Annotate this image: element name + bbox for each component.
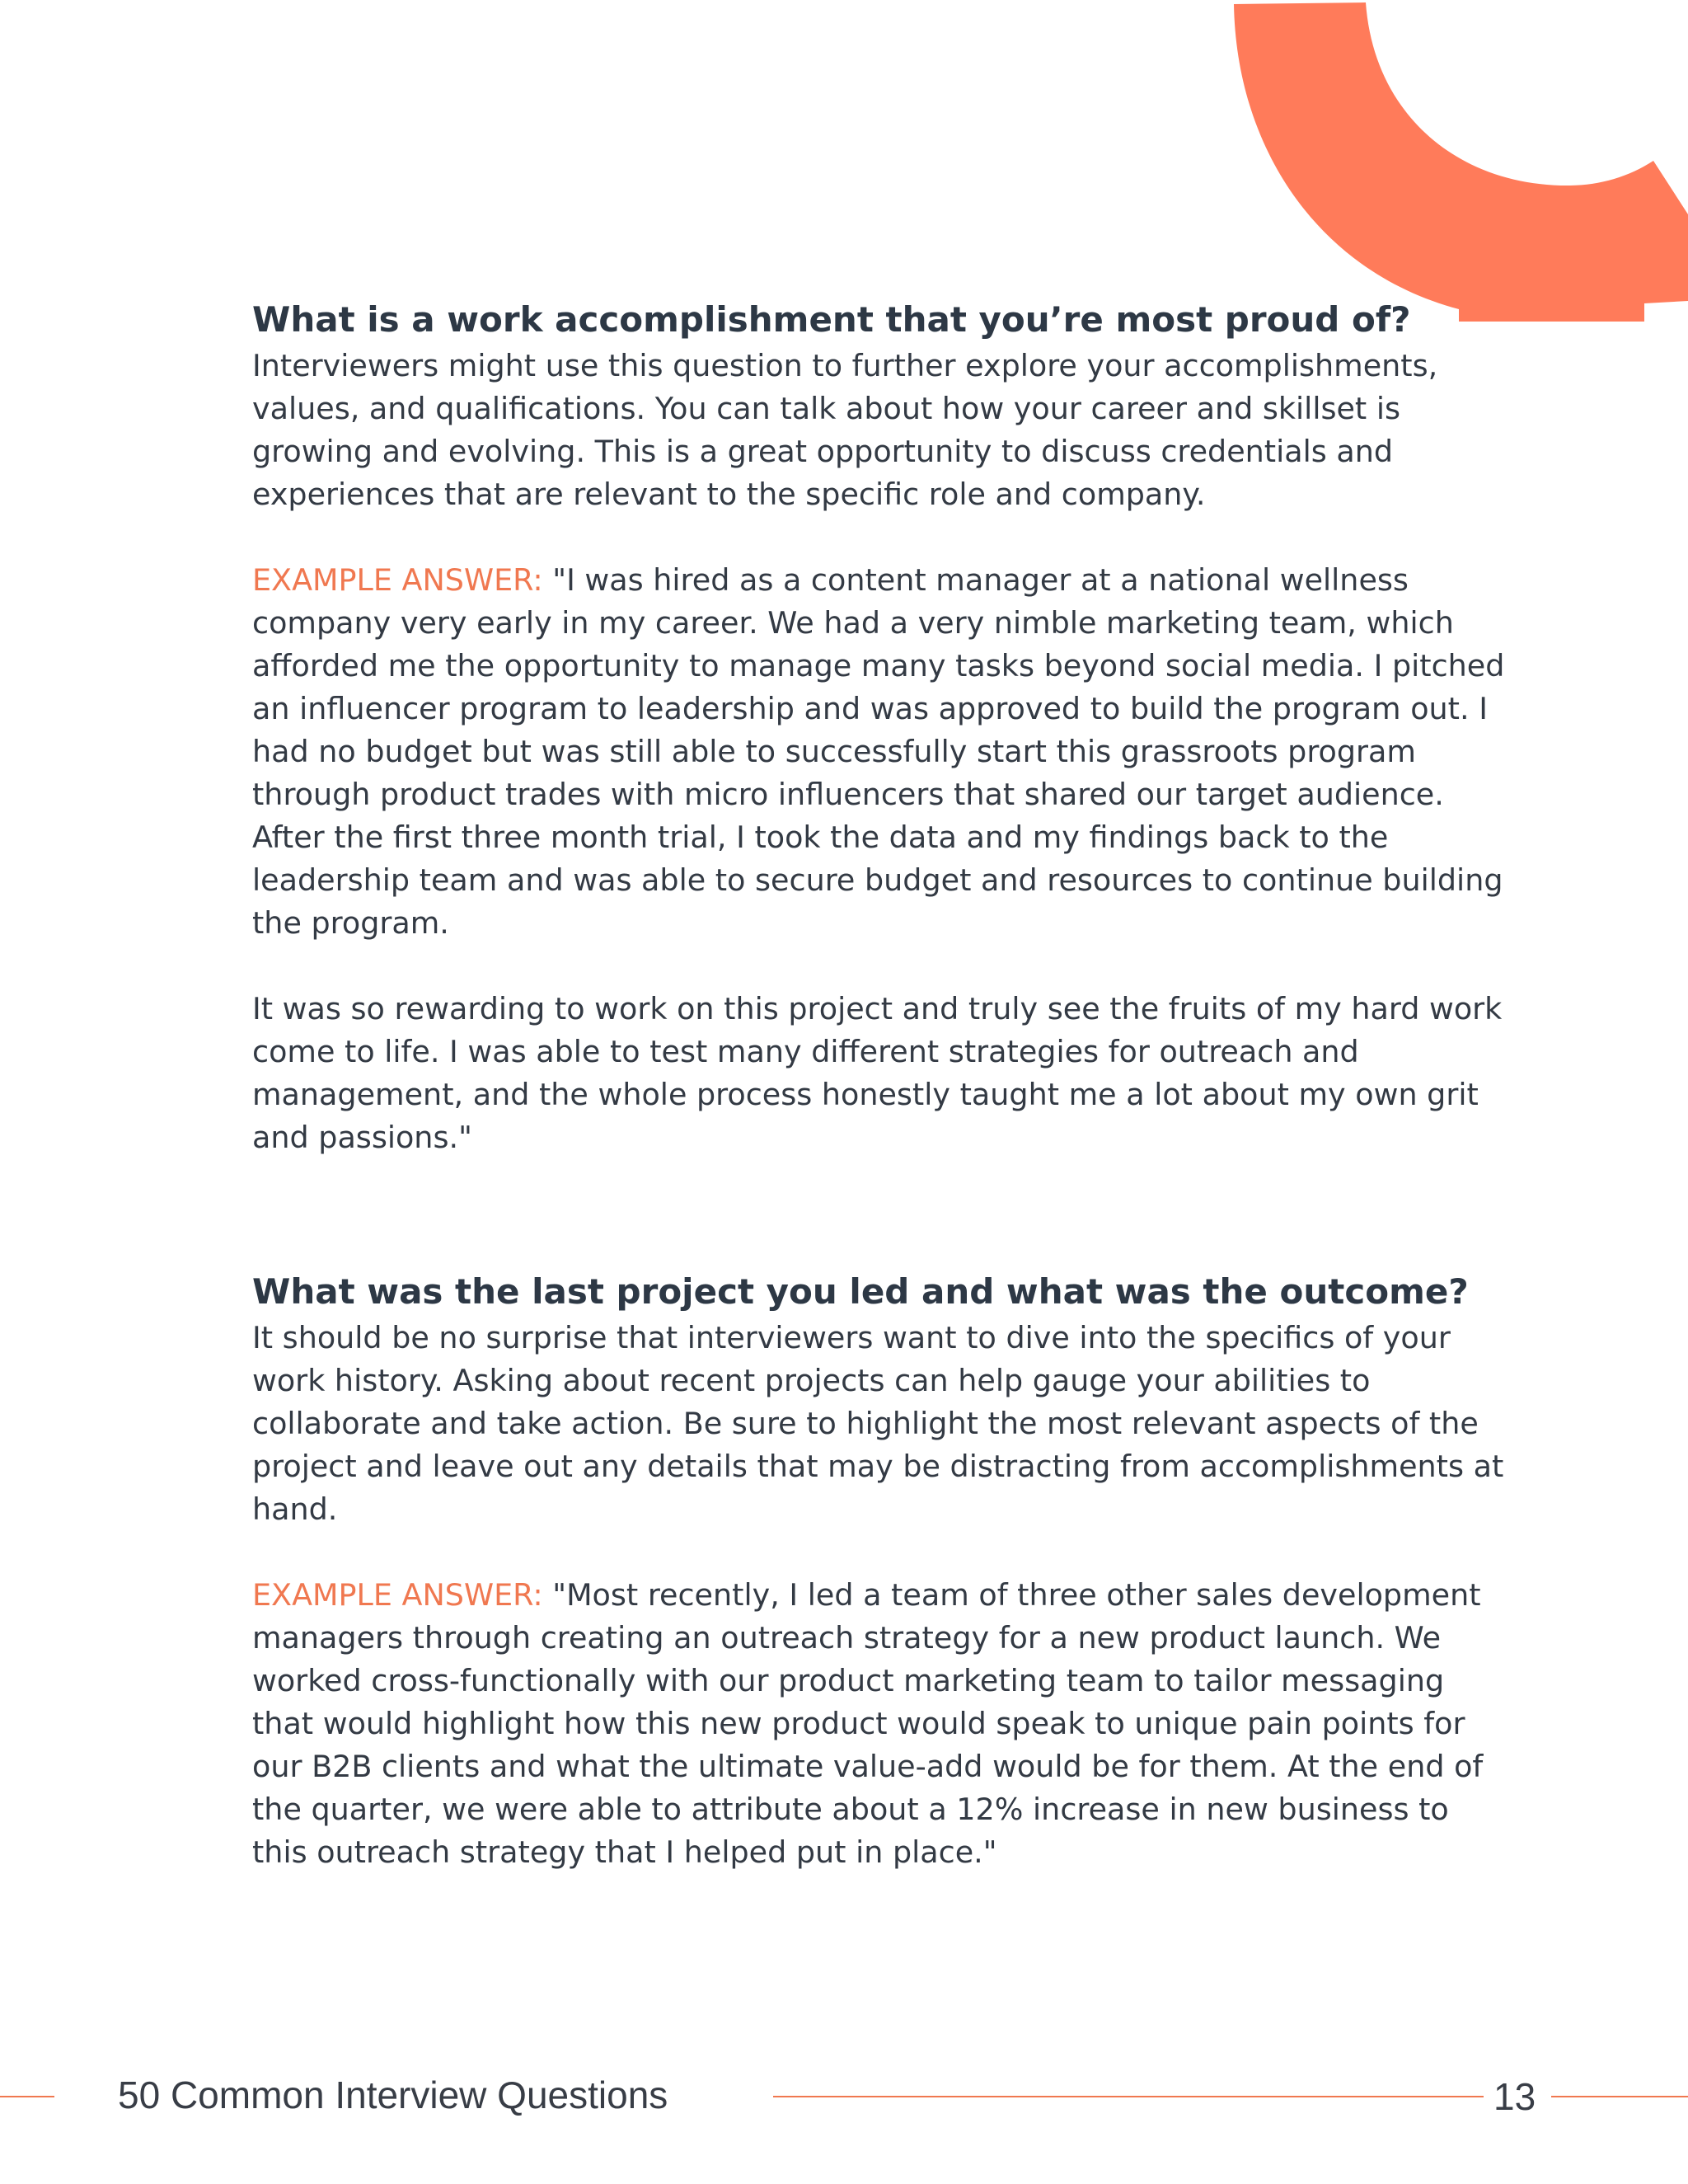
orange-arc-shape [1234,2,1688,322]
footer-title: 50 Common Interview Questions [118,2074,668,2116]
footer-rule-middle [773,2096,1484,2097]
example-answer-label: EXAMPLE ANSWER: [252,1577,543,1613]
question-section-1 [252,295,1505,1159]
footer-rule-left [0,2096,54,2097]
example-answer-label: EXAMPLE ANSWER: [252,562,543,598]
example-answer-text: "I was hired as a content manager at a national wellness company very early in my career. We had a very nimble marketing team, which afforded me the opportunity to manage many tasks beyond social media. I pitched an influencer program to leadership and was approved to build the program out. I had no budget but was still able to successfully start this grassroots program through product trades with micro influencers that shared our target audience. After the first three month trial, I took the data and my findings back to the leadership team and was able to secure budget and resources to continue building the program. [252,562,1505,941]
example-answer-continued: It was so rewarding to work on this project and truly see the fruits of my hard work come to life. I was able to test many different strategies for outreach and management, and the whole process honestly taught me a lot about my own grit and passions." [252,991,1503,1155]
question-heading: What was the last project you led and what was the outcome? [252,1271,1469,1312]
example-answer [252,559,1505,945]
question-intro: It should be no surprise that interviewers want to dive into the specifics of your work history. Asking about recent projects can help gauge your abilities to collaborate and take action. Be sure to highlight the most relevant aspects of the project and leave out any details that may be distracting from accomplishments at hand. [252,1320,1504,1527]
question-intro: Interviewers might use this question to further explore your accomplishments, values, and qualifications. You can talk about how your career and skillset is growing and evolving. This is a great opportunity to discuss credentials and experiences that are relevant to the specific role and company. [252,348,1438,512]
question-heading: What is a work accomplishment that you’re most proud of? [252,299,1411,340]
orange-arc-decoration [0,0,1688,330]
example-answer [252,1574,1505,1874]
page-number: 13 [1493,2075,1536,2118]
footer-rule-right [1551,2096,1688,2097]
question-section-2 [252,1267,1505,1874]
example-answer-text: "Most recently, I led a team of three other sales development managers through creating an outreach strategy for a new product launch. We worked cross-functionally with our product marketing team to tailor messaging that would highlight how this new product would speak to unique pain points for our B2B clients and what the ultimate value-add would be for them. At the end of the quarter, we were able to attribute about a 12% increase in new business to this outreach strategy that I helped put in place." [252,1577,1484,1870]
